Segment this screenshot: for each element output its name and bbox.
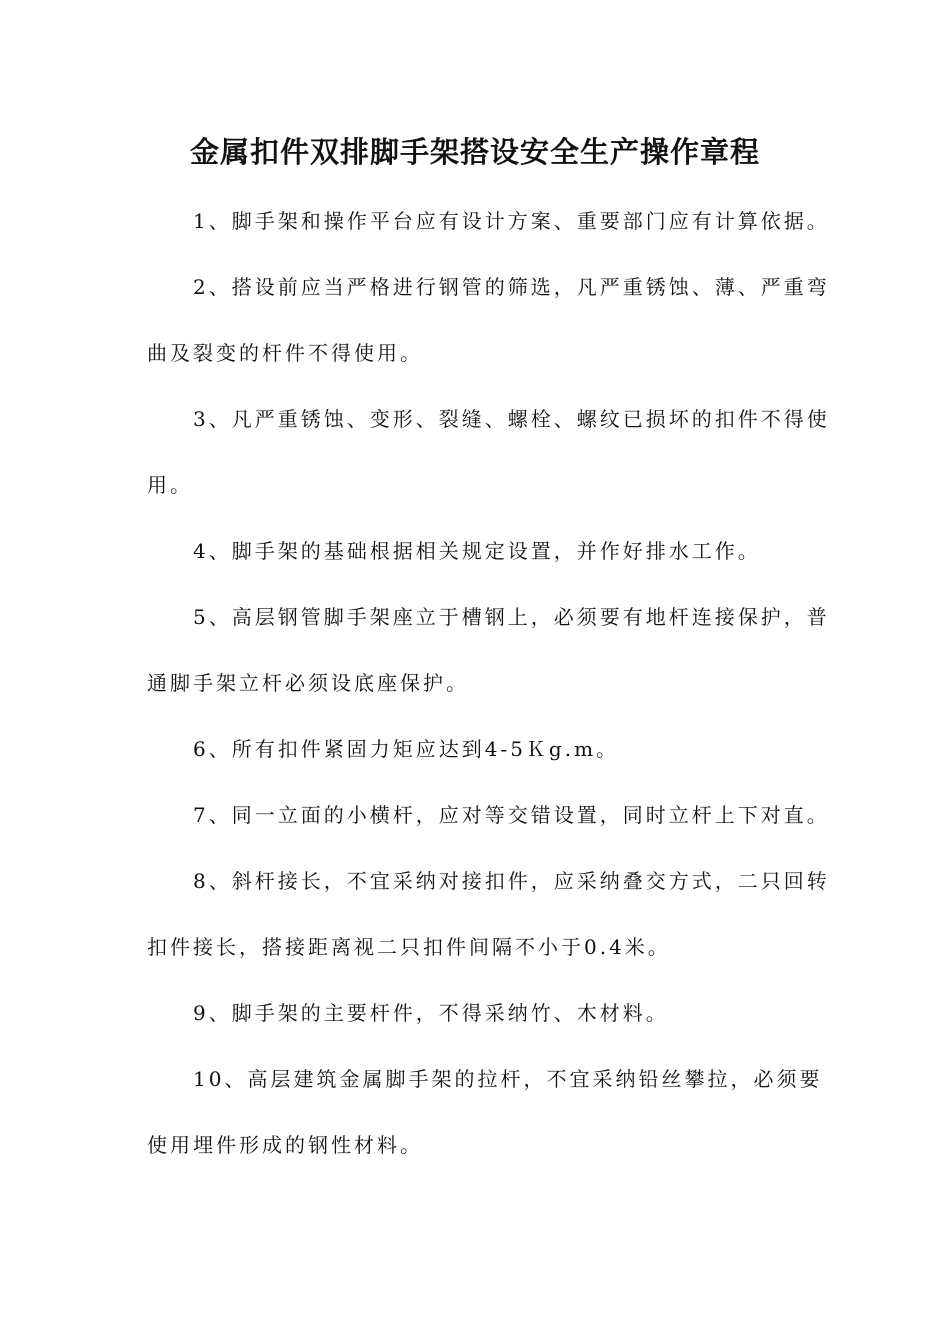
document-body (147, 198, 830, 1188)
paragraph-6 (147, 726, 807, 792)
paragraph-8 (147, 858, 830, 990)
paragraph-4 (147, 528, 807, 594)
paragraph-5 (147, 594, 830, 726)
paragraph-line: 8、斜杆接长，不宜采纳对接扣件，应采纳叠交方式，二只回转 (193, 869, 830, 893)
paragraph-line: 使用埋件形成的钢性材料。 (147, 1133, 423, 1157)
paragraph-line: 7、同一立面的小横杆，应对等交错设置，同时立杆上下对直。 (193, 803, 830, 827)
paragraph-line: 6、所有扣件紧固力矩应达到4-5Ｋg.m。 (193, 737, 620, 761)
paragraph-line: 9、脚手架的主要杆件，不得采纳竹、木材料。 (193, 1001, 669, 1025)
paragraph-line: 用。 (147, 473, 193, 497)
paragraph-line: 1、脚手架和操作平台应有设计方案、重要部门应有计算依据。 (193, 209, 830, 233)
paragraph-1 (147, 198, 830, 264)
document-title: 金属扣件双排脚手架搭设安全生产操作章程 (189, 135, 760, 169)
paragraph-line: 10、高层建筑金属脚手架的拉杆，不宜采纳铅丝攀拉，必须要 (193, 1067, 823, 1091)
paragraph-line: 曲及裂变的杆件不得使用。 (147, 341, 423, 365)
paragraph-10 (147, 1056, 823, 1188)
paragraph-7 (147, 792, 830, 858)
paragraph-line: 通脚手架立杆必须设底座保护。 (147, 671, 469, 695)
paragraph-9 (147, 990, 807, 1056)
paragraph-3 (147, 396, 830, 528)
paragraph-line: 4、脚手架的基础根据相关规定设置，并作好排水工作。 (193, 539, 761, 563)
paragraph-2 (147, 264, 830, 396)
paragraph-line: 扣件接长，搭接距离视二只扣件间隔不小于0.4米。 (147, 935, 671, 959)
paragraph-line: 2、搭设前应当严格进行钢管的筛选，凡严重锈蚀、薄、严重弯 (193, 275, 830, 299)
paragraph-line: 5、高层钢管脚手架座立于槽钢上，必须要有地杆连接保护，普 (193, 605, 830, 629)
paragraph-line: 3、凡严重锈蚀、变形、裂缝、螺栓、螺纹已损坏的扣件不得使 (193, 407, 830, 431)
